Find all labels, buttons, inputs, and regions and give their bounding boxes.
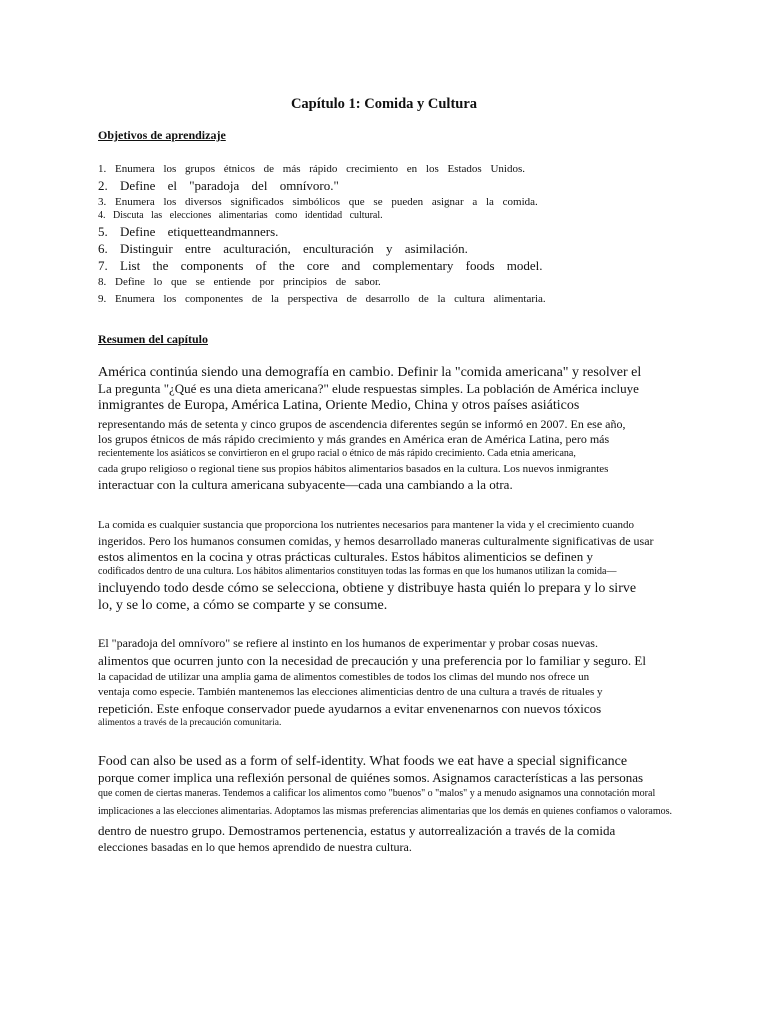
- objective-item: 4. Discuta las elecciones alimentarias como identidad cultural.: [98, 210, 383, 222]
- summary-paragraph: [98, 518, 698, 614]
- paragraph-line: los grupos étnicos de más rápido crecimiento y más grandes en América eran de América Latina, pero más: [98, 432, 610, 446]
- objective-item: 1. Enumera los grupos étnicos de más rápido crecimiento en los Estados Unidos.: [98, 163, 525, 175]
- objectives-list: [98, 162, 618, 307]
- page-title: Capítulo 1: Comida y Cultura: [290, 96, 478, 112]
- summary-paragraph: [98, 636, 698, 729]
- paragraph-line: incluyendo todo desde cómo se selecciona, obtiene y distribuye hasta quién lo prepara y lo sirve: [98, 581, 637, 596]
- paragraph-line: La pregunta "¿Qué es una dieta americana?" elude respuestas simples. La población de América incluye: [98, 381, 639, 396]
- paragraph-line: implicaciones a las elecciones alimentarias. Adoptamos las mismas preferencias alimentarias que los demás en quienes confiamos o valoramos.: [98, 806, 672, 817]
- objective-item: 5. Define etiquetteandmanners.: [98, 224, 279, 240]
- summary-heading: Resumen del capítulo: [98, 332, 209, 346]
- paragraph-line: alimentos a través de la precaución comunitaria.: [98, 718, 282, 728]
- paragraph-line: ingeridos. Pero los humanos consumen comidas, y hemos desarrollado maneras culturalmente significativas de usar: [98, 534, 654, 548]
- paragraph-line: codificados dentro de una cultura. Los hábitos alimentarios constituyen todas las formas en que los humanos utilizan la comida—: [98, 566, 617, 577]
- paragraph-line: lo, y se lo come, a cómo se comparte y se consume.: [98, 598, 388, 613]
- paragraph-line: representando más de setenta y cinco grupos de ascendencia diferentes según se informó en 2007. En ese año,: [98, 417, 626, 431]
- objectives-heading: Objetivos de aprendizaje: [98, 128, 226, 142]
- objective-item: 3. Enumera los diversos significados simbólicos que se pueden asignar a la comida.: [98, 196, 538, 209]
- objective-item: 8. Define lo que se entiende por principios de sabor.: [98, 276, 381, 289]
- paragraph-line: recientemente los asiáticos se convirtieron en el grupo racial o étnico de más rápido crecimiento. Cada etnia americana,: [98, 448, 576, 459]
- paragraph-line: cada grupo religioso o regional tiene sus propios hábitos alimentarios basados en la cultura. Los nuevos inmigrantes: [98, 463, 609, 475]
- paragraph-line: Food can also be used as a form of self-identity. What foods we eat have a special significance: [98, 754, 628, 769]
- paragraph-line: ventaja como especie. También mantenemos las elecciones alimenticias dentro de una cultura a través de rituales y: [98, 686, 603, 698]
- objective-item: 9. Enumera los componentes de la perspectiva de desarrollo de la cultura alimentaria.: [98, 293, 546, 306]
- objective-item: 6. Distinguir entre aculturación, enculturación y asimilación.: [98, 241, 468, 257]
- paragraph-line: dentro de nuestro grupo. Demostramos pertenencia, estatus y autorrealización a través de la comida: [98, 823, 616, 838]
- objective-item: 7. List the components of the core and complementary foods model.: [98, 258, 543, 274]
- paragraph-line: porque comer implica una reflexión personal de quiénes somos. Asignamos características a las personas: [98, 770, 644, 785]
- paragraph-line: alimentos que ocurren junto con la necesidad de precaución y una preferencia por lo familiar y seguro. El: [98, 653, 646, 668]
- paragraph-line: estos alimentos en la cocina y otras prácticas culturales. Estos hábitos alimenticios se definen y: [98, 549, 593, 564]
- paragraph-line: la capacidad de utilizar una amplia gama de alimentos comestibles de todos los climas del mundo nos ofrece un: [98, 671, 590, 683]
- summary-paragraph: [98, 753, 698, 855]
- paragraph-line: La comida es cualquier sustancia que proporciona los nutrientes necesarios para mantener la vida y el crecimiento cuando: [98, 519, 635, 531]
- paragraph-line: inmigrantes de Europa, América Latina, Oriente Medio, China y otros países asiáticos: [98, 398, 580, 413]
- paragraph-line: América continúa siendo una demografía en cambio. Definir la "comida americana" y resolver el: [98, 365, 642, 380]
- summary-paragraph: [98, 364, 698, 493]
- paragraph-line: El "paradoja del omnívoro" se refiere al instinto en los humanos de experimentar y probar cosas nuevas.: [98, 636, 598, 650]
- paragraph-line: repetición. Este enfoque conservador puede ayudarnos a evitar envenenarnos con nuevos tóxicos: [98, 701, 602, 716]
- objective-item: 2. Define el "paradoja del omnívoro.": [98, 178, 339, 194]
- paragraph-line: interactuar con la cultura americana subyacente—cada una cambiando a la otra.: [98, 477, 513, 492]
- paragraph-line: elecciones basadas en lo que hemos aprendido de nuestra cultura.: [98, 840, 412, 854]
- paragraph-line: que comen de ciertas maneras. Tendemos a calificar los alimentos como "buenos" o "malos" y a menudo asignamos una connotación moral: [98, 788, 656, 799]
